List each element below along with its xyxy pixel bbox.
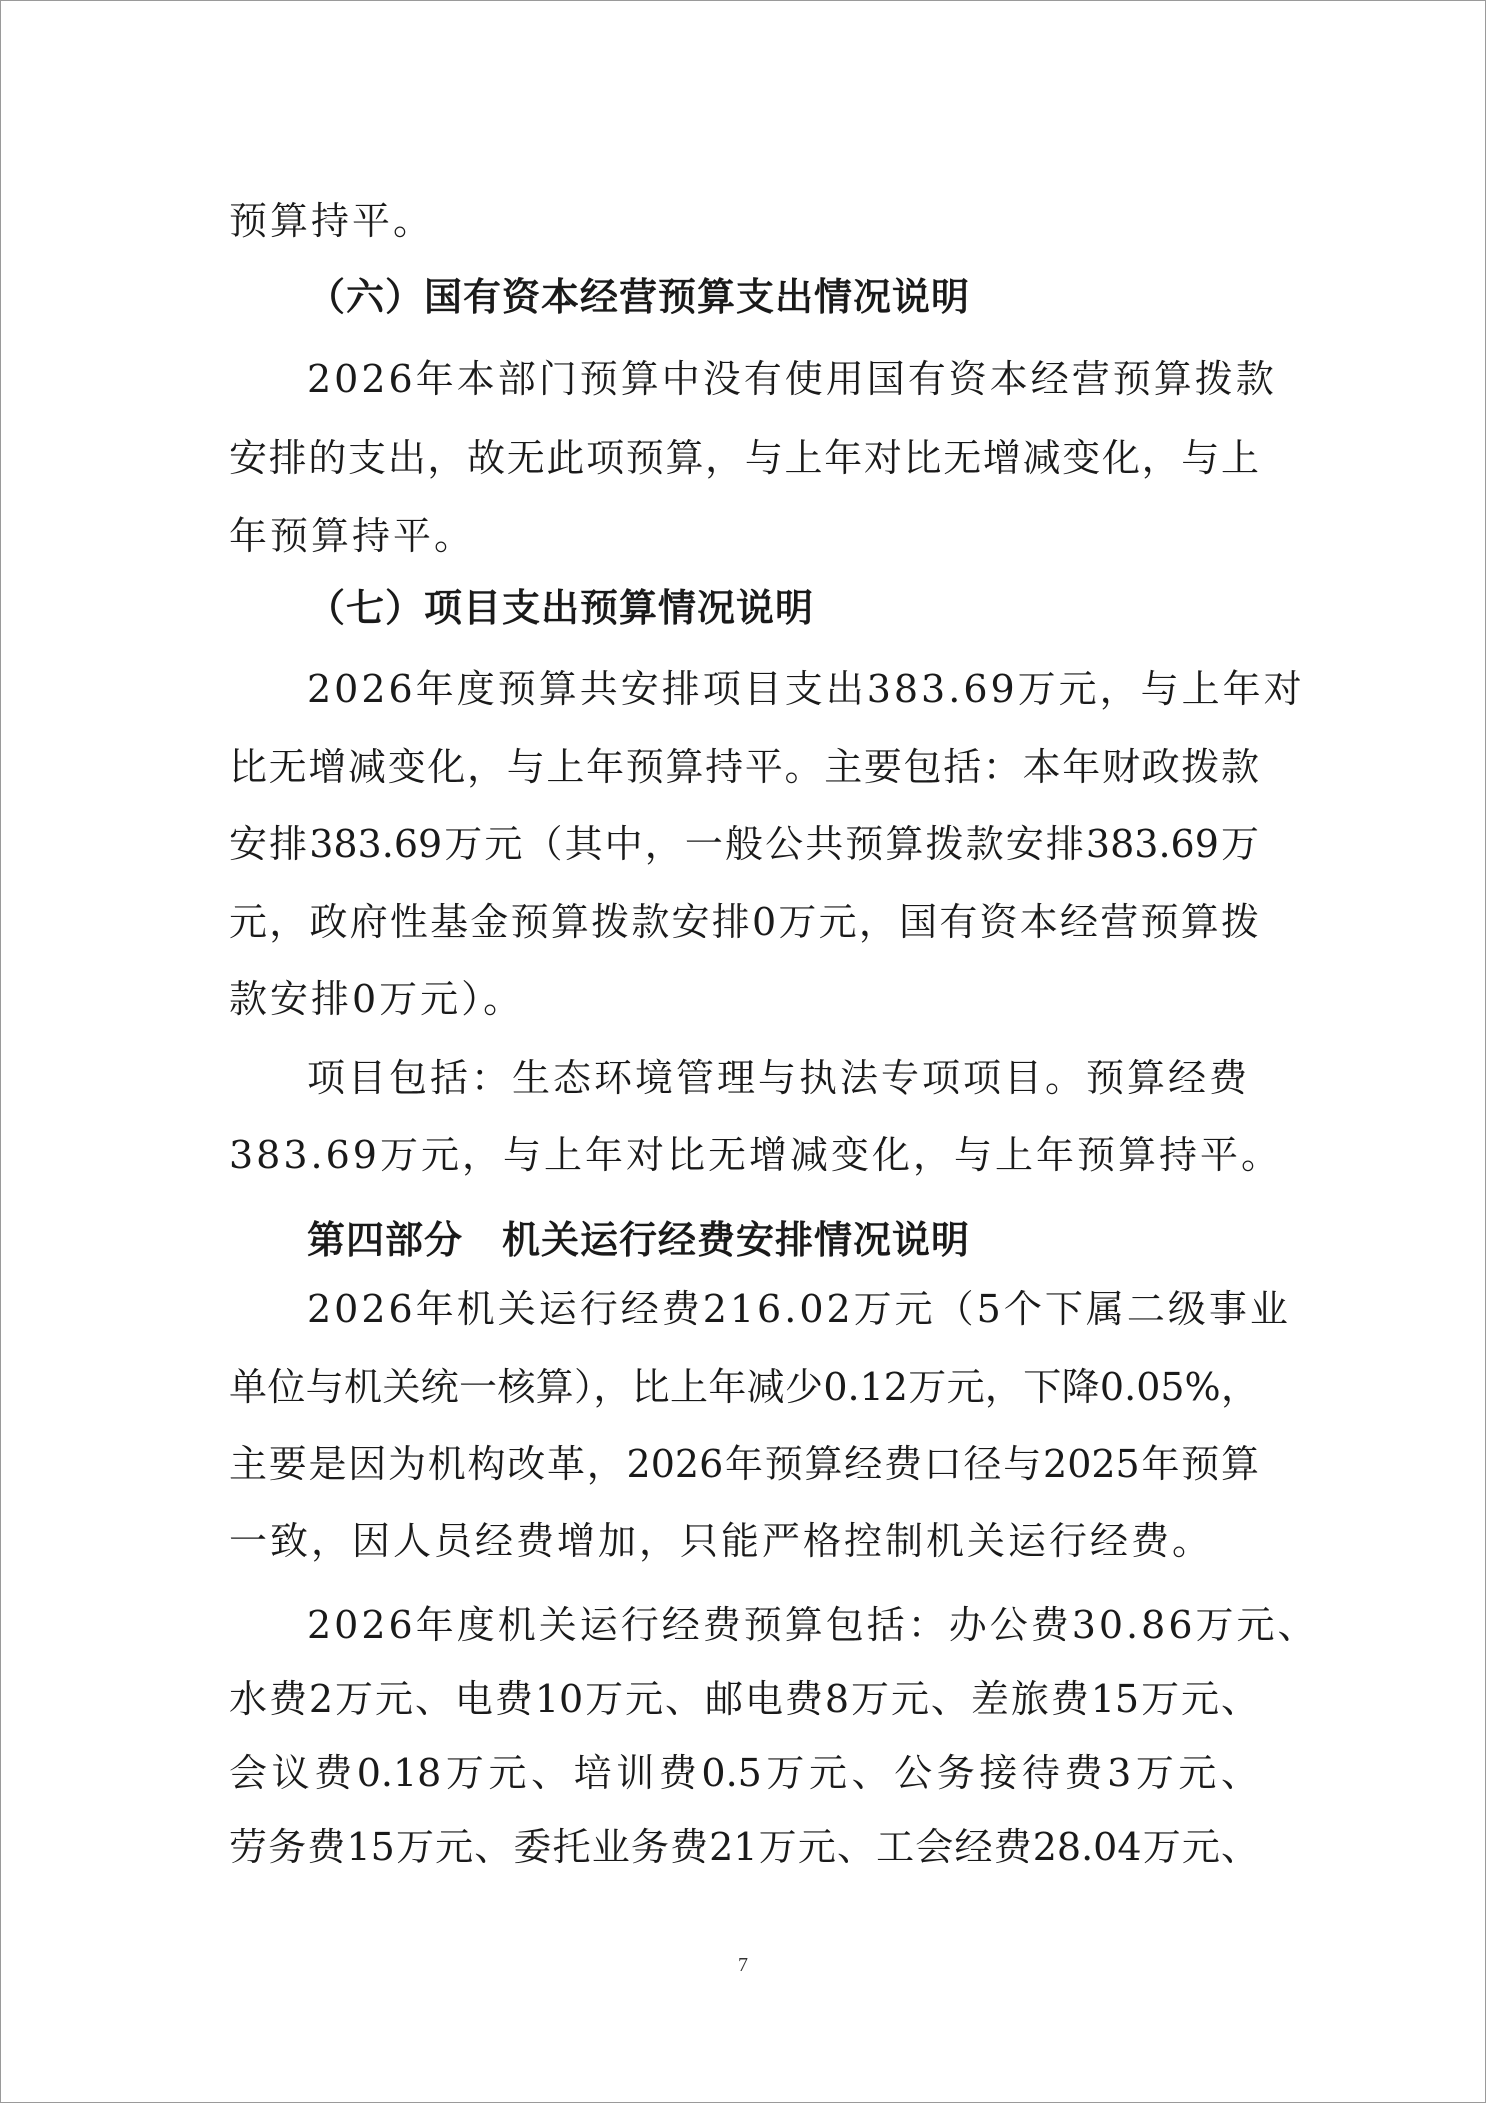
page-number: 7 bbox=[738, 1954, 748, 1976]
section-heading-7: （七）项目支出预算情况说明 bbox=[307, 586, 815, 630]
part-heading-4: 第四部分 机关运行经费安排情况说明 bbox=[307, 1218, 971, 1262]
text-line: 预算持平。 bbox=[229, 199, 435, 243]
text-line: 安排的支出，故无此项预算，与上年对比无增减变化，与上 bbox=[229, 436, 1259, 480]
section-heading-6: （六）国有资本经营预算支出情况说明 bbox=[307, 275, 971, 319]
text-line: 项目包括：生态环境管理与执法专项项目。预算经费 bbox=[307, 1056, 1251, 1100]
text-line: 2026年本部门预算中没有使用国有资本经营预算拨款 bbox=[307, 357, 1277, 401]
text-line: 水费2万元、电费10万元、邮电费8万元、差旅费15万元、 bbox=[229, 1677, 1259, 1721]
text-line: 主要是因为机构改革，2026年预算经费口径与2025年预算 bbox=[229, 1442, 1259, 1486]
text-line: 元，政府性基金预算拨款安排0万元，国有资本经营预算拨 bbox=[229, 900, 1259, 944]
text-line: 比无增减变化，与上年预算持平。主要包括：本年财政拨款 bbox=[229, 745, 1259, 789]
text-line: 款安排0万元）。 bbox=[229, 977, 525, 1021]
text-line: 年预算持平。 bbox=[229, 514, 476, 558]
text-line: 一致，因人员经费增加，只能严格控制机关运行经费。 bbox=[229, 1519, 1214, 1563]
text-line: 安排383.69万元（其中，一般公共预算拨款安排383.69万 bbox=[229, 822, 1259, 866]
text-line: 2026年度机关运行经费预算包括：办公费30.86万元、 bbox=[307, 1603, 1319, 1647]
text-line: 单位与机关统一核算），比上年减少0.12万元，下降0.05%， bbox=[229, 1365, 1259, 1409]
text-line: 2026年机关运行经费216.02万元（5个下属二级事业 bbox=[307, 1287, 1291, 1331]
text-line: 劳务费15万元、委托业务费21万元、工会经费28.04万元、 bbox=[229, 1825, 1259, 1869]
text-line: 383.69万元，与上年对比无增减变化，与上年预算持平。 bbox=[229, 1133, 1282, 1177]
text-line: 2026年度预算共安排项目支出383.69万元，与上年对 bbox=[307, 667, 1305, 711]
text-line: 会议费0.18万元、培训费0.5万元、公务接待费3万元、 bbox=[229, 1751, 1259, 1795]
